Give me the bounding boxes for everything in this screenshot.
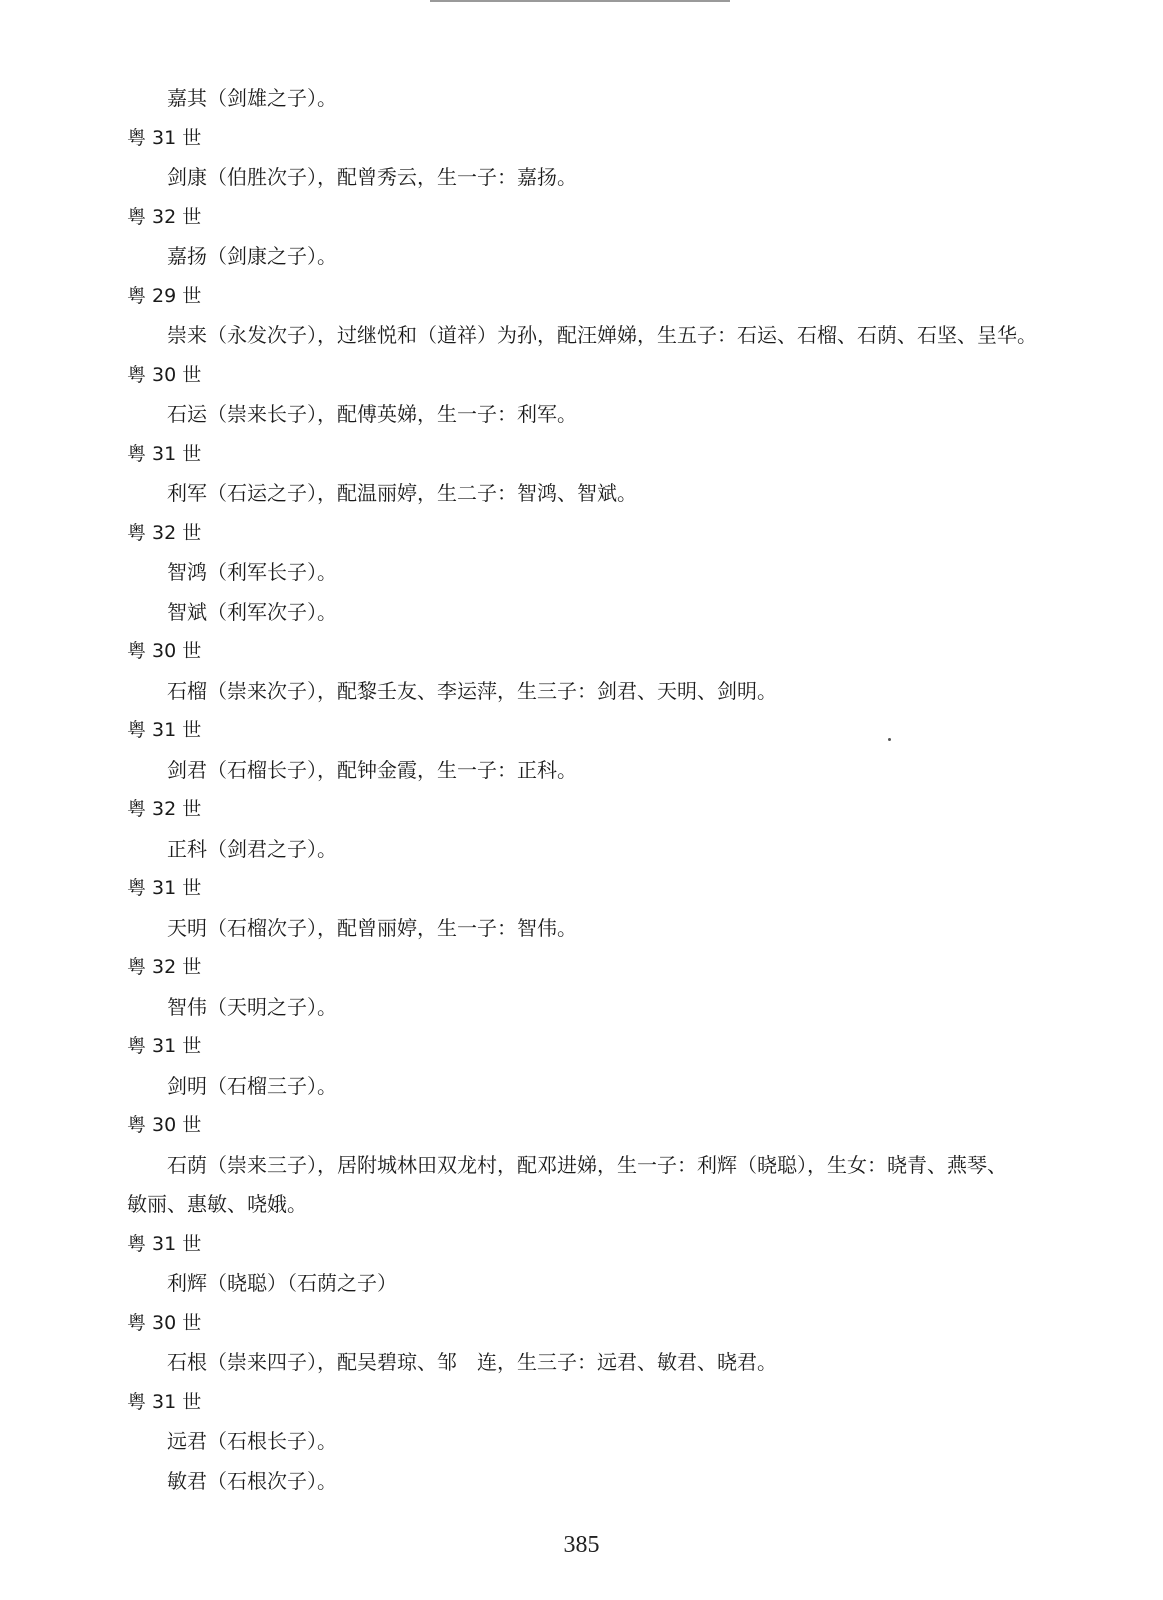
generation-heading: 粤 30 世 [127,363,202,386]
entry-line: 崇来（永发次子），过继悦和（道祥）为孙，配汪婵娣，生五子：石运、石榴、石荫、石坚、呈华。 [167,323,1037,347]
entry-continuation-line: 敏丽、惠敏、哓娥。 [127,1192,307,1216]
generation-heading: 粤 31 世 [127,126,202,149]
entry-line: 剑康（伯胜次子），配曾秀云，生一子：嘉扬。 [167,165,577,189]
generation-heading: 粤 31 世 [127,719,202,741]
entry-line: 智伟（天明之子）。 [167,994,337,1019]
entry-line: 敏君（石根次子）。 [167,1468,337,1493]
entry-line: 利军（石运之子），配温丽婷，生二子：智鸿、智斌。 [167,481,637,505]
entry-line: 嘉其（剑雄之子）。 [167,86,337,110]
page-number: 385 [563,1532,600,1558]
generation-heading: 粤 30 世 [127,640,202,662]
entry-line: 智鸿（利军长子）。 [167,560,337,584]
entry-line: 嘉扬（剑康之子）。 [167,244,337,268]
entry-line: 石根（崇来四子），配吴碧琼、邹 连，生三子：远君、敏君、晓君。 [167,1350,777,1374]
genealogy-page-body [0,79,1163,1501]
generation-heading: 粤 32 世 [127,205,202,228]
entry-line: 剑君（石榴长子），配钟金霞，生一子：正科。 [167,757,577,782]
entry-line: 石运（崇来长子），配傅英娣，生一子：利军。 [167,402,577,426]
generation-heading: 粤 30 世 [127,1311,202,1334]
generation-heading: 粤 29 世 [127,284,202,307]
entry-line: 利辉（晓聪）（石荫之子） [167,1271,397,1295]
scan-top-edge [430,0,730,2]
generation-heading: 粤 31 世 [127,442,202,465]
entry-line: 天明（石榴次子），配曾丽婷，生一子：智伟。 [167,915,577,940]
entry-line: 智斌（利军次子）。 [167,599,337,624]
generation-heading: 粤 31 世 [127,877,202,899]
generation-heading: 粤 30 世 [127,1114,202,1136]
generation-heading: 粤 32 世 [127,956,202,978]
entry-line: 石榴（崇来次子），配黎壬友、李运萍，生三子：剑君、天明、剑明。 [167,678,777,703]
entry-line: 剑明（石榴三子）。 [167,1073,337,1098]
entry-line: 正科（剑君之子）。 [167,836,337,861]
generation-heading: 粤 31 世 [127,1035,202,1057]
generation-heading: 粤 32 世 [127,798,202,820]
scan-speck [888,738,891,741]
entry-line: 石荫（崇来三子），居附城林田双龙村，配邓进娣，生一子：利辉（晓聪），生女：晓青、燕琴、 [167,1152,1007,1177]
entry-line: 远君（石根长子）。 [167,1429,337,1453]
generation-heading: 粤 31 世 [127,1232,202,1255]
generation-heading: 粤 32 世 [127,521,202,544]
generation-heading: 粤 31 世 [127,1390,202,1413]
